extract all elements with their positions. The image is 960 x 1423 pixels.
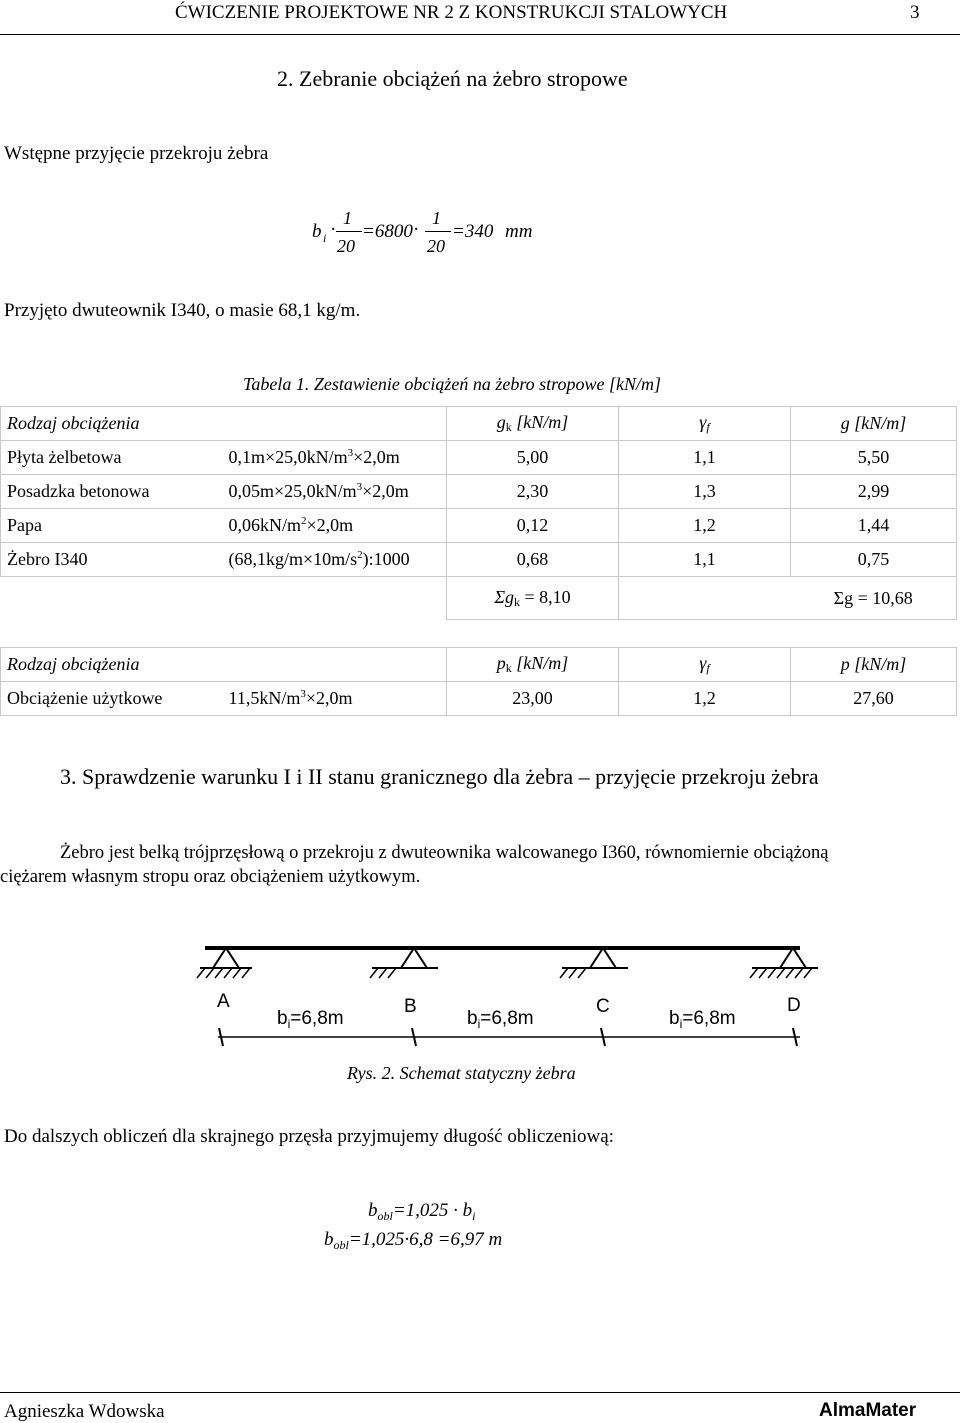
equation-line: $b_{obl}=1,025\cdot 6,8 =6,97$ m (324, 1229, 503, 1252)
formula-num1: 1 (343, 208, 352, 228)
calc-intro-text: Do dalszych obliczeń dla skrajnego przęsła przyjmujemy długość obliczeniową: (4, 1126, 614, 1147)
row-g: 0,75 (791, 543, 957, 577)
column-header-p: p [kN/m] (791, 648, 957, 682)
formula-dot: · (330, 219, 337, 240)
column-header-calc (223, 407, 447, 441)
column-header-gk: $g_k$ [kN/m] (447, 407, 619, 441)
row-g: 5,50 (791, 441, 957, 475)
row-gk: 0,12 (447, 509, 619, 543)
row-calc: $0,06kN/m^2\times 2,0m$ (223, 509, 447, 543)
table-row (1, 475, 957, 509)
column-header-calc (223, 648, 447, 682)
support-a-symbol (197, 948, 252, 978)
column-header-type: Rodzaj obciążenia (1, 648, 223, 682)
intro-text: Wstępne przyjęcie przekroju żebra (4, 143, 269, 164)
formula-unit: mm (505, 221, 533, 242)
row-name: Papa (1, 509, 223, 543)
formula-den2: 20 (427, 236, 445, 256)
column-header-gamma: $\gamma_f$ (619, 648, 791, 682)
adopted-section-text: Przyjęto dwuteownik I340, o masie 68,1 kg/m. (4, 300, 361, 321)
footer-brand: AlmaMater (819, 1400, 917, 1421)
row-gamma: 1,2 (619, 509, 791, 543)
row-name: Posadzka betonowa (1, 475, 223, 509)
column-header-g: g [kN/m] (791, 407, 957, 441)
figure-caption: Rys. 2. Schemat statyczny żebra (347, 1063, 576, 1083)
page-number: 3 (910, 2, 920, 23)
static-scheme-diagram (0, 940, 960, 1060)
table-row (1, 543, 957, 577)
row-pk: 23,00 (447, 682, 619, 716)
live-load-table (0, 647, 957, 716)
formula-b: b (312, 221, 322, 242)
table-header-row (1, 407, 957, 441)
footer-author: Agnieszka Wdowska (4, 1401, 165, 1422)
row-gk: 5,00 (447, 441, 619, 475)
row-calc: $(68,1kg/m\times 10m/s^2):1000$ (223, 543, 447, 577)
row-calc: $0,05m\times 25,0kN/m^3\times 2,0m$ (223, 475, 447, 509)
formula-num2: 1 (432, 208, 441, 228)
row-name: Płyta żelbetowa (1, 441, 223, 475)
column-header-type: Rodzaj obciążenia (1, 407, 223, 441)
row-calc: $11,5kN/m^3\times 2,0m$ (223, 682, 447, 716)
fraction-line (336, 231, 362, 232)
dead-load-table (0, 406, 957, 620)
formula-dot: · (413, 219, 420, 240)
formula-eq1: =6800 (362, 221, 413, 242)
table-sum-row (1, 577, 957, 620)
support-d-label: D (787, 995, 801, 1016)
fraction-line (425, 231, 451, 232)
row-p: 27,60 (791, 682, 957, 716)
row-gamma: 1,1 (619, 543, 791, 577)
table-row (1, 682, 957, 716)
support-a-label: A (217, 991, 230, 1012)
document-title: ĆWICZENIE PROJEKTOWE NR 2 Z KONSTRUKCJI STALOWYCH (175, 2, 728, 23)
section-heading: 2. Zebranie obciążeń na żebro stropowe (277, 66, 628, 91)
row-gamma: 1,3 (619, 475, 791, 509)
column-header-pk: $p_k$ [kN/m] (447, 648, 619, 682)
table-header-row (1, 648, 957, 682)
section-heading: 3. Sprawdzenie warunku I i II stanu granicznego dla żebra – przyjęcie przekroju żebra (60, 764, 819, 789)
row-name: Obciążenie użytkowe (1, 682, 223, 716)
row-gk: 2,30 (447, 475, 619, 509)
row-g: 2,99 (791, 475, 957, 509)
support-b-symbol (370, 948, 438, 978)
footer-divider (0, 1392, 960, 1393)
formula-den1: 20 (337, 236, 355, 256)
support-c-label: C (596, 996, 610, 1017)
table-row (1, 509, 957, 543)
paragraph-line: ciężarem własnym stropu oraz obciążeniem użytkowym. (0, 867, 421, 887)
support-b-label: B (404, 996, 417, 1017)
formula-i: i (323, 231, 327, 245)
column-header-gamma: $\gamma_f$ (619, 407, 791, 441)
span-label: $b_i=6,8m$ (277, 1008, 344, 1031)
row-gk: 0,68 (447, 543, 619, 577)
row-name: Żebro I340 (1, 543, 223, 577)
sum-gk: $\Sigma g_k = 8,10$ (447, 577, 619, 620)
support-c-symbol (560, 948, 628, 978)
paragraph-line: Żebro jest belką trójprzęsłową o przekroju z dwuteownika walcowanego I360, równomiernie obciążoną (60, 843, 829, 863)
table-row (1, 441, 957, 475)
row-calc: $0,1m\times 25,0kN/m^3\times 2,0m$ (223, 441, 447, 475)
row-gamma: 1,1 (619, 441, 791, 475)
support-d-symbol (750, 948, 818, 978)
table-caption: Tabela 1. Zestawienie obciążeń na żebro stropowe [kN/m] (243, 374, 661, 394)
span-label: $b_i=6,8m$ (669, 1008, 736, 1031)
span-label: $b_i=6,8m$ (467, 1008, 534, 1031)
equation-line: $b_{obl}=1,025 \cdot b_i$ (368, 1200, 476, 1223)
row-g: 1,44 (791, 509, 957, 543)
sum-g: Σg = 10,68 (791, 577, 957, 620)
row-gamma: 1,2 (619, 682, 791, 716)
formula-eq2: =340 (452, 221, 494, 242)
